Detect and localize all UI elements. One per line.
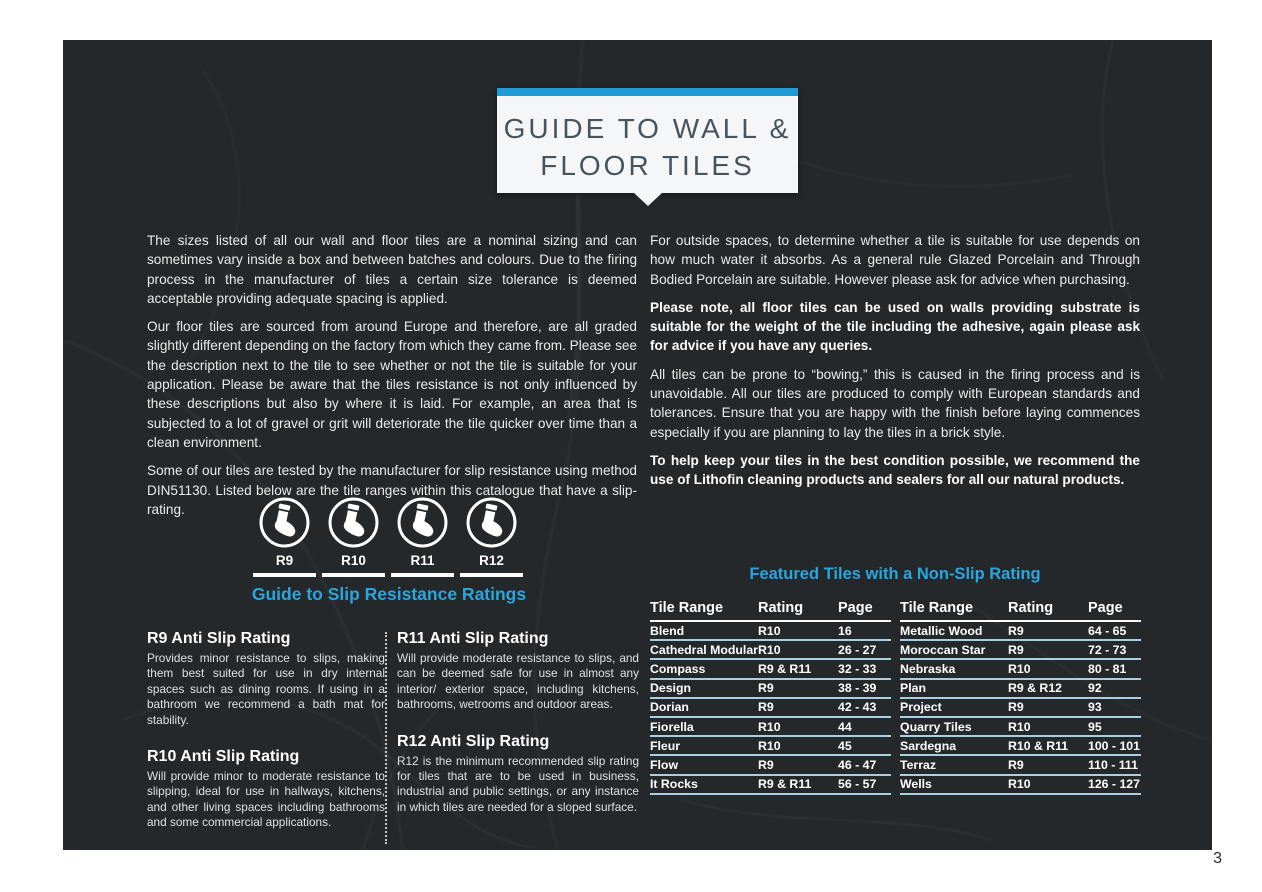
table-row: Quarry Tiles R10 95 xyxy=(900,718,1141,737)
table-row: Wells R10 126 - 127 xyxy=(900,776,1141,795)
table-row: Fiorella R10 44 xyxy=(650,718,891,737)
table-row: Terraz R9 110 - 111 xyxy=(900,756,1141,775)
intro-paragraph-recommendation: To help keep your tiles in the best condition possible, we recommend the use of Lithofin cleaning products and sealers for all our natural products. xyxy=(650,452,1140,488)
intro-paragraph-note: Please note, all floor tiles can be used on walls providing substrate is suitable for the weight of the tile including the adhesive, again please ask for advice if you have any queries. xyxy=(650,299,1140,354)
sock-icon xyxy=(257,495,312,550)
col-header-page: Page xyxy=(838,600,873,616)
table-row: Plan R9 & R12 92 xyxy=(900,680,1141,699)
rating-heading: R9 Anti Slip Rating xyxy=(147,630,291,647)
rating-heading: R12 Anti Slip Rating xyxy=(397,732,550,750)
slip-guide-heading: Guide to Slip Resistance Ratings xyxy=(251,584,527,604)
featured-table-left xyxy=(650,600,891,795)
table-row: Nebraska R10 80 - 81 xyxy=(900,660,1141,679)
table-row: Design R9 38 - 39 xyxy=(650,680,891,699)
intro-right-column xyxy=(650,231,1140,499)
sock-icon xyxy=(395,495,450,550)
table-row: Metallic Wood R9 64 - 65 xyxy=(900,622,1141,641)
rating-detail-r10 xyxy=(147,748,385,831)
rating-body: Provides minor resistance to slips, making them best suited for use in dry internal spaces such as dining rooms. If using in a bathroom we recommend a bath mat for stability. xyxy=(147,651,385,727)
featured-table-right xyxy=(900,600,1141,795)
intro-paragraph: For outside spaces, to determine whether a tile is suitable for use depends on how much water it absorbs. As a general rule Glazed Porcelain and Through Bodied Porcelain are suitable. However please ask for advice when purchasing. xyxy=(650,233,1140,287)
table-row: Dorian R9 42 - 43 xyxy=(650,699,891,718)
table-row: Cathedral Modular R10 26 - 27 xyxy=(650,641,891,660)
page-title-line2: FLOOR TILES xyxy=(540,150,755,181)
rating-heading: R11 Anti Slip Rating xyxy=(397,630,549,647)
table-row: Blend R10 16 xyxy=(650,622,891,641)
table-header xyxy=(900,600,1141,622)
col-header-tile-range: Tile Range xyxy=(900,600,974,616)
slip-rating-r12 xyxy=(460,495,523,577)
rating-detail-r11 xyxy=(397,630,639,713)
col-header-rating: Rating xyxy=(1008,600,1054,616)
table-row: Sardegna R10 & R11 100 - 101 xyxy=(900,737,1141,756)
slip-rating-label: R10 xyxy=(341,553,366,568)
slip-rating-icons xyxy=(253,495,525,577)
table-row: Fleur R10 45 xyxy=(650,737,891,756)
title-pointer xyxy=(634,193,662,206)
rating-columns-divider xyxy=(385,632,387,844)
slip-rating-bar xyxy=(391,573,454,577)
rating-details-left xyxy=(147,630,385,850)
intro-paragraph: All tiles can be prone to “bowing,” this is caused in the firing process and is unavoidable. All our tiles are produced to comply with European standards and tolerances. Ensure that you are happy with the finish before laying commences especially if you are planning to lay the tiles in a brick style. xyxy=(650,366,1140,440)
slip-rating-label: R9 xyxy=(275,553,294,568)
rating-body: R12 is the minimum recommended slip rating for tiles that are to be used in business, industrial and public settings, or any instance in which tiles are needed for a sloped surface. xyxy=(397,753,639,814)
intro-paragraph: The sizes listed of all our wall and floor tiles are a nominal sizing and can sometimes vary inside a box and between batches and colours. Due to the firing process in the manufacturer of tiles a certain size tolerance is deemed acceptable providing adequate spacing is applied. xyxy=(147,233,637,306)
col-header-page: Page xyxy=(1088,600,1123,616)
table-row: Project R9 93 xyxy=(900,699,1141,718)
slip-rating-bar xyxy=(322,573,385,577)
slip-rating-r11 xyxy=(391,495,454,577)
slip-rating-label: R12 xyxy=(479,553,504,568)
intro-paragraph: Some of our tiles are tested by the manufacturer for slip resistance using method DIN51130. Listed below are the tile ranges within this catalogue that have a slip-rating. xyxy=(147,463,637,517)
intro-paragraph: Our floor tiles are sourced from around Europe and therefore, are all graded slightly different depending on the factory from which they came from. Please see the description next to the tile to see whether or not the tile is suitable for your application. Please be aware that the tiles resistance is not only influenced by these descriptions but also by where it is laid. For example, an area that is subjected to a lot of gravel or grit will deteriorate the tile quicker over time than a clean environment. xyxy=(147,319,637,450)
rating-body: Will provide minor to moderate resistance to slipping, ideal for use in hallways, kitchens, and other living spaces including bathrooms and some commercial applications. xyxy=(147,769,385,830)
page-title-line1: GUIDE TO WALL & xyxy=(503,113,792,144)
slip-rating-bar xyxy=(253,573,316,577)
table-header xyxy=(650,600,891,622)
title-accent-bar xyxy=(497,88,798,96)
rating-details-right xyxy=(397,630,639,835)
col-header-tile-range: Tile Range xyxy=(650,600,724,616)
slip-rating-r10 xyxy=(322,495,385,577)
table-row: It Rocks R9 & R11 56 - 57 xyxy=(650,776,891,795)
col-header-rating: Rating xyxy=(758,600,804,616)
intro-left-column xyxy=(147,231,637,528)
slip-rating-label: R11 xyxy=(410,553,435,568)
sock-icon xyxy=(464,495,519,550)
marble-panel xyxy=(63,40,1212,850)
table-row: Moroccan Star R9 72 - 73 xyxy=(900,641,1141,660)
rating-detail-r12 xyxy=(397,733,639,816)
featured-tiles-heading: Featured Tiles with a Non-Slip Rating xyxy=(749,565,1041,583)
page-number: 3 xyxy=(1213,850,1222,867)
table-row: Flow R9 46 - 47 xyxy=(650,756,891,775)
page-title xyxy=(497,110,798,184)
table-row: Compass R9 & R11 32 - 33 xyxy=(650,660,891,679)
page-title-box xyxy=(497,88,798,193)
rating-heading: R10 Anti Slip Rating xyxy=(147,748,300,766)
slip-rating-bar xyxy=(460,573,523,577)
sock-icon xyxy=(326,495,381,550)
rating-detail-r9 xyxy=(147,630,385,728)
slip-rating-r9 xyxy=(253,495,316,577)
rating-body: Will provide moderate resistance to slips, and can be deemed safe for use in almost any interior/ exterior space, including kitchens, bathrooms, wetrooms and outdoor areas. xyxy=(397,651,639,712)
